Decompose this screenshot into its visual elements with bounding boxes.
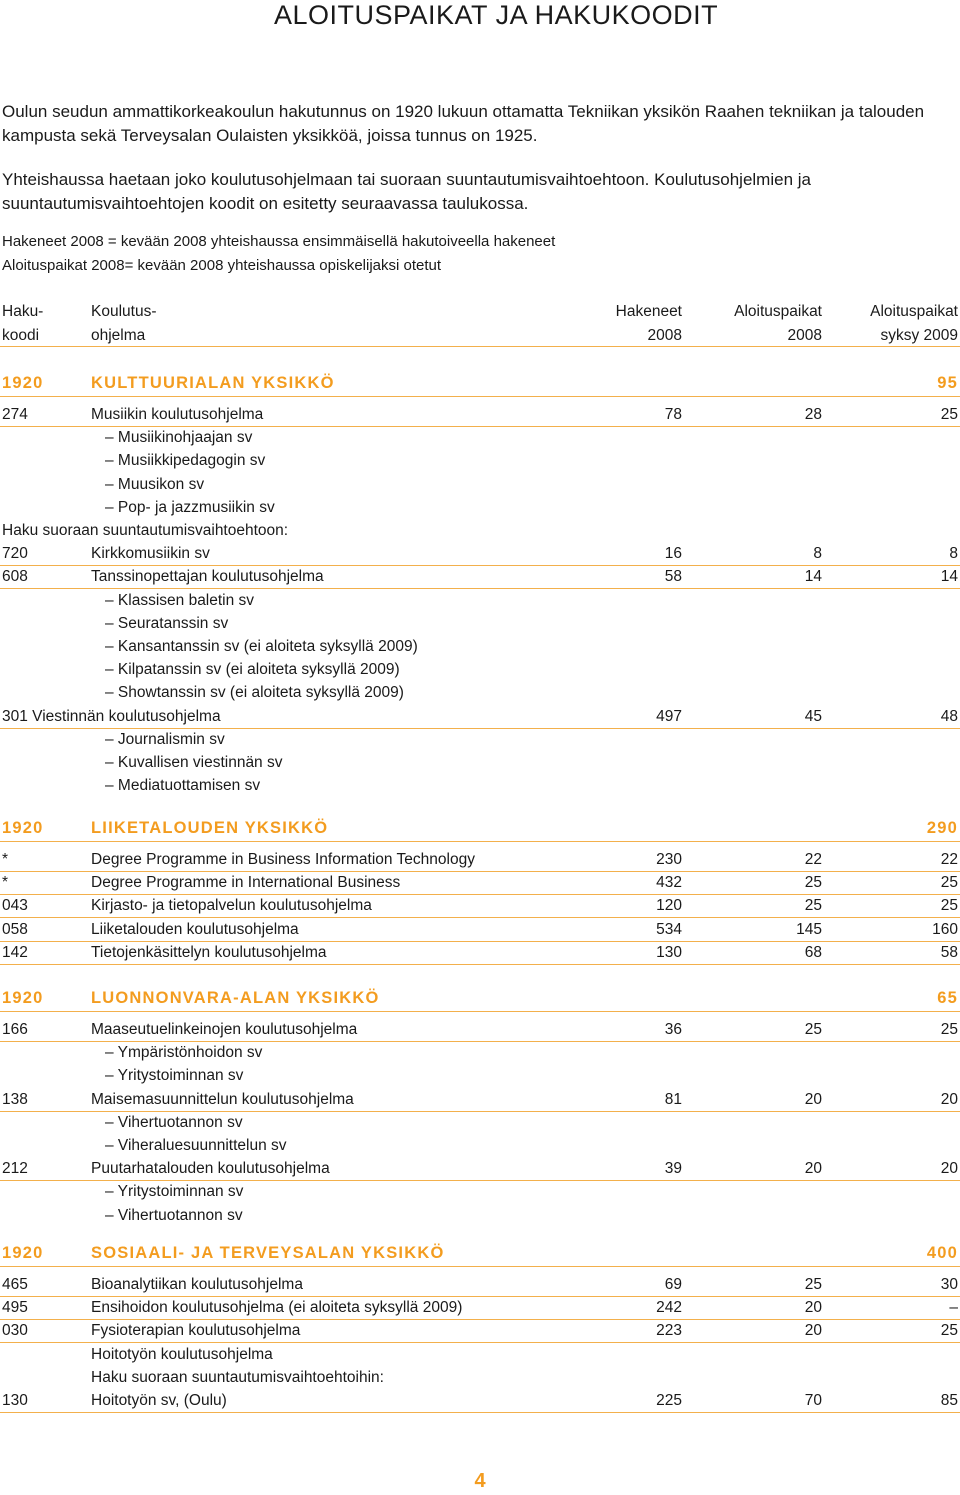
table-row [0, 1134, 960, 1157]
row-syksy: 25 [940, 1021, 958, 1038]
row-hakeneet: 120 [656, 897, 682, 914]
section-name: LIIKETALOUDEN YKSIKKÖ [91, 819, 329, 837]
table-row [0, 728, 960, 751]
table-row [0, 1064, 960, 1087]
row-sub-option: – Yritystoiminnan sv [105, 1183, 244, 1200]
row-hakeneet: 78 [664, 406, 682, 423]
row-programme: Degree Programme in Business Information Technology [91, 851, 475, 868]
row-syksy: 85 [940, 1392, 958, 1409]
table-header [0, 300, 960, 347]
row-sub-option: – Vihertuotannon sv [105, 1207, 243, 1224]
row-code: 030 [2, 1322, 28, 1339]
header-aloituspaikat-2: 2008 [787, 327, 822, 344]
row-programme: Puutarhatalouden koulutusohjelma [91, 1160, 330, 1177]
row-programme: Hoitotyön koulutusohjelma [91, 1346, 273, 1363]
header-hakeneet-2: 2008 [647, 327, 682, 344]
section-heading [0, 985, 960, 1012]
row-code: 212 [2, 1160, 28, 1177]
table-row [0, 519, 960, 542]
header-code-1: Haku- [2, 303, 44, 320]
table-row [0, 612, 960, 635]
row-aloituspaikat: 8 [813, 545, 822, 562]
table-row [0, 848, 960, 872]
table-row [0, 871, 960, 895]
row-code: 142 [2, 944, 28, 961]
table-row [0, 1319, 960, 1343]
row-hakeneet: 58 [664, 568, 682, 585]
row-hakeneet: 69 [664, 1276, 682, 1293]
row-syksy: 22 [940, 851, 958, 868]
row-hakeneet: 223 [656, 1322, 682, 1339]
row-programme: Bioanalytiikan koulutusohjelma [91, 1276, 303, 1293]
row-aloituspaikat: 20 [804, 1160, 822, 1177]
row-sub-option: – Musiikkipedagogin sv [105, 452, 266, 469]
row-code: 138 [2, 1091, 28, 1108]
page-number: 4 [474, 1470, 486, 1492]
row-hakeneet: 225 [656, 1392, 682, 1409]
section-total: 400 [926, 1244, 958, 1262]
section-code: 1920 [2, 989, 44, 1007]
row-code: 166 [2, 1021, 28, 1038]
row-syksy: 14 [940, 568, 958, 585]
table-row [0, 751, 960, 774]
row-programme: Maisemasuunnittelun koulutusohjelma [91, 1091, 354, 1108]
row-aloituspaikat: 20 [804, 1091, 822, 1108]
intro-paragraph-1: Oulun seudun ammattikorkeakoulun hakutunnus on 1920 lukuun ottamatta Tekniikan yksikön Raahen tekniikan ja talouden kampusta sekä Terveysalan Oulaisten yksikköä, joissa tunnus on 1925. [2, 102, 925, 145]
row-hakeneet: 130 [656, 944, 682, 961]
table-row [0, 1018, 960, 1042]
row-wide-text: 301 Viestinnän koulutusohjelma [2, 708, 221, 725]
row-syksy: 25 [940, 897, 958, 914]
table-row [0, 1111, 960, 1134]
row-hakeneet: 230 [656, 851, 682, 868]
row-programme: Degree Programme in International Business [91, 874, 401, 891]
header-name-2: ohjelma [91, 327, 146, 344]
header-aloituspaikat-1: Aloituspaikat [734, 303, 822, 320]
row-hakeneet: 534 [656, 921, 682, 938]
section-heading [0, 815, 960, 842]
row-syksy: 48 [940, 708, 958, 725]
row-hakeneet: 432 [656, 874, 682, 891]
row-wide-text: Haku suoraan suuntautumisvaihtoehtoon: [2, 522, 289, 539]
row-syksy: 25 [940, 406, 958, 423]
row-programme: Tietojenkäsittelyn koulutusohjelma [91, 944, 327, 961]
row-sub-option: – Klassisen baletin sv [105, 592, 255, 609]
row-sub-option: – Kilpatanssin sv (ei aloiteta syksyllä 2009) [105, 661, 400, 678]
row-sub-option: – Kuvallisen viestinnän sv [105, 754, 283, 771]
row-hakeneet: 36 [664, 1021, 682, 1038]
table-row [0, 705, 960, 729]
row-hakeneet: 81 [664, 1091, 682, 1108]
row-hakeneet: 242 [656, 1299, 682, 1316]
table-row [0, 1088, 960, 1112]
table-row [0, 918, 960, 942]
row-aloituspaikat: 22 [804, 851, 822, 868]
row-syksy: 25 [940, 874, 958, 891]
page-title: ALOITUSPAIKAT JA HAKUKOODIT [274, 0, 719, 30]
row-aloituspaikat: 20 [804, 1299, 822, 1316]
row-hakeneet: 497 [656, 708, 682, 725]
row-hakeneet: 39 [664, 1160, 682, 1177]
row-sub-option: – Journalismin sv [105, 731, 225, 748]
row-aloituspaikat: 68 [804, 944, 822, 961]
table-row [0, 426, 960, 449]
section-total: 95 [937, 374, 958, 392]
row-sub-option: – Viheraluesuunnittelun sv [105, 1137, 287, 1154]
section-name: SOSIAALI- JA TERVEYSALAN YKSIKKÖ [91, 1244, 445, 1262]
row-programme: Hoitotyön sv, (Oulu) [91, 1392, 227, 1409]
table-row [0, 1343, 960, 1366]
table-row [0, 449, 960, 472]
row-programme: Fysioterapian koulutusohjelma [91, 1322, 301, 1339]
table-row [0, 496, 960, 519]
table-row [0, 1273, 960, 1297]
definition-aloituspaikat: Aloituspaikat 2008= kevään 2008 yhteishaussa opiskelijaksi otetut [2, 257, 442, 274]
table-row [0, 589, 960, 612]
section-heading [0, 370, 960, 397]
section-heading [0, 1240, 960, 1267]
row-sub-option: – Vihertuotannon sv [105, 1114, 243, 1131]
row-code: 608 [2, 568, 28, 585]
section-name: KULTTUURIALAN YKSIKKÖ [91, 374, 335, 392]
row-syksy: 58 [940, 944, 958, 961]
row-sub-option: – Muusikon sv [105, 476, 205, 493]
table-row [0, 1389, 960, 1413]
row-programme: Musiikin koulutusohjelma [91, 406, 264, 423]
table-row [0, 941, 960, 965]
row-aloituspaikat: 25 [804, 897, 822, 914]
row-sub-option: – Kansantanssin sv (ei aloiteta syksyllä 2009) [105, 638, 418, 655]
row-code: 058 [2, 921, 28, 938]
row-sub-option: – Musiikinohjaajan sv [105, 429, 253, 446]
row-code: 465 [2, 1276, 28, 1293]
header-syksy-1: Aloituspaikat [870, 303, 958, 320]
row-programme: Tanssinopettajan koulutusohjelma [91, 568, 324, 585]
row-sub-option: – Seuratanssin sv [105, 615, 229, 632]
table-row [0, 681, 960, 704]
row-code: * [2, 874, 9, 891]
table-row [0, 1041, 960, 1064]
row-code: 720 [2, 545, 28, 562]
row-aloituspaikat: 14 [804, 568, 822, 585]
row-aloituspaikat: 25 [804, 1276, 822, 1293]
table-row [0, 542, 960, 566]
row-aloituspaikat: 28 [804, 406, 822, 423]
row-programme: Kirkkomusiikin sv [91, 545, 210, 562]
row-programme: Ensihoidon koulutusohjelma (ei aloiteta syksyllä 2009) [91, 1299, 463, 1316]
header-name-1: Koulutus- [91, 303, 157, 320]
row-aloituspaikat: 25 [804, 1021, 822, 1038]
header-hakeneet-1: Hakeneet [615, 303, 682, 320]
table-row [0, 1296, 960, 1320]
row-code: * [2, 851, 9, 868]
row-code: 495 [2, 1299, 28, 1316]
row-syksy: – [949, 1299, 958, 1316]
row-syksy: 30 [940, 1276, 958, 1293]
intro-paragraph-2: Yhteishaussa haetaan joko koulutusohjelmaan tai suoraan suuntautumisvaihtoehtoon. Koulutusohjelmien ja suuntautumisvaihtoehtojen koodit on esitetty seuraavassa taulukossa. [2, 170, 811, 213]
row-aloituspaikat: 25 [804, 874, 822, 891]
row-programme: Maaseutuelinkeinojen koulutusohjelma [91, 1021, 358, 1038]
header-syksy-2: syksy 2009 [880, 327, 958, 344]
row-sub-option: – Yritystoiminnan sv [105, 1067, 244, 1084]
row-aloituspaikat: 20 [804, 1322, 822, 1339]
table-row [0, 1204, 960, 1227]
section-code: 1920 [2, 374, 44, 392]
table-row [0, 1157, 960, 1181]
section-code: 1920 [2, 1244, 44, 1262]
table-row [0, 473, 960, 496]
table-row [0, 894, 960, 918]
row-sub-option: – Mediatuottamisen sv [105, 777, 261, 794]
row-syksy: 8 [949, 545, 958, 562]
row-code: 043 [2, 897, 28, 914]
row-programme: Liiketalouden koulutusohjelma [91, 921, 299, 938]
row-code: 274 [2, 406, 28, 423]
row-aloituspaikat: 70 [804, 1392, 822, 1409]
row-sub-option: – Ympäristönhoidon sv [105, 1044, 263, 1061]
definitions [2, 230, 555, 278]
section-name: LUONNONVARA-ALAN YKSIKKÖ [91, 989, 380, 1007]
row-syksy: 25 [940, 1322, 958, 1339]
row-sub-option: – Pop- ja jazzmusiikin sv [105, 499, 275, 516]
table-row [0, 635, 960, 658]
row-aloituspaikat: 145 [796, 921, 822, 938]
row-syksy: 20 [940, 1160, 958, 1177]
table-row [0, 658, 960, 681]
section-total: 65 [937, 989, 958, 1007]
table-row [0, 1366, 960, 1389]
row-code: 130 [2, 1392, 28, 1409]
row-aloituspaikat: 45 [804, 708, 822, 725]
table-row [0, 403, 960, 427]
definition-hakeneet: Hakeneet 2008 = kevään 2008 yhteishaussa ensimmäisellä hakutoiveella hakeneet [2, 233, 556, 250]
table-row [0, 565, 960, 589]
row-sub-option: – Showtanssin sv (ei aloiteta syksyllä 2009) [105, 684, 404, 701]
section-code: 1920 [2, 819, 44, 837]
table-row [0, 774, 960, 797]
row-syksy: 20 [940, 1091, 958, 1108]
row-programme: Haku suoraan suuntautumisvaihtoehtoihin: [91, 1369, 384, 1386]
section-total: 290 [926, 819, 958, 837]
row-programme: Kirjasto- ja tietopalvelun koulutusohjelma [91, 897, 372, 914]
table-row [0, 1180, 960, 1203]
row-hakeneet: 16 [664, 545, 682, 562]
row-syksy: 160 [932, 921, 958, 938]
header-code-2: koodi [2, 327, 40, 344]
